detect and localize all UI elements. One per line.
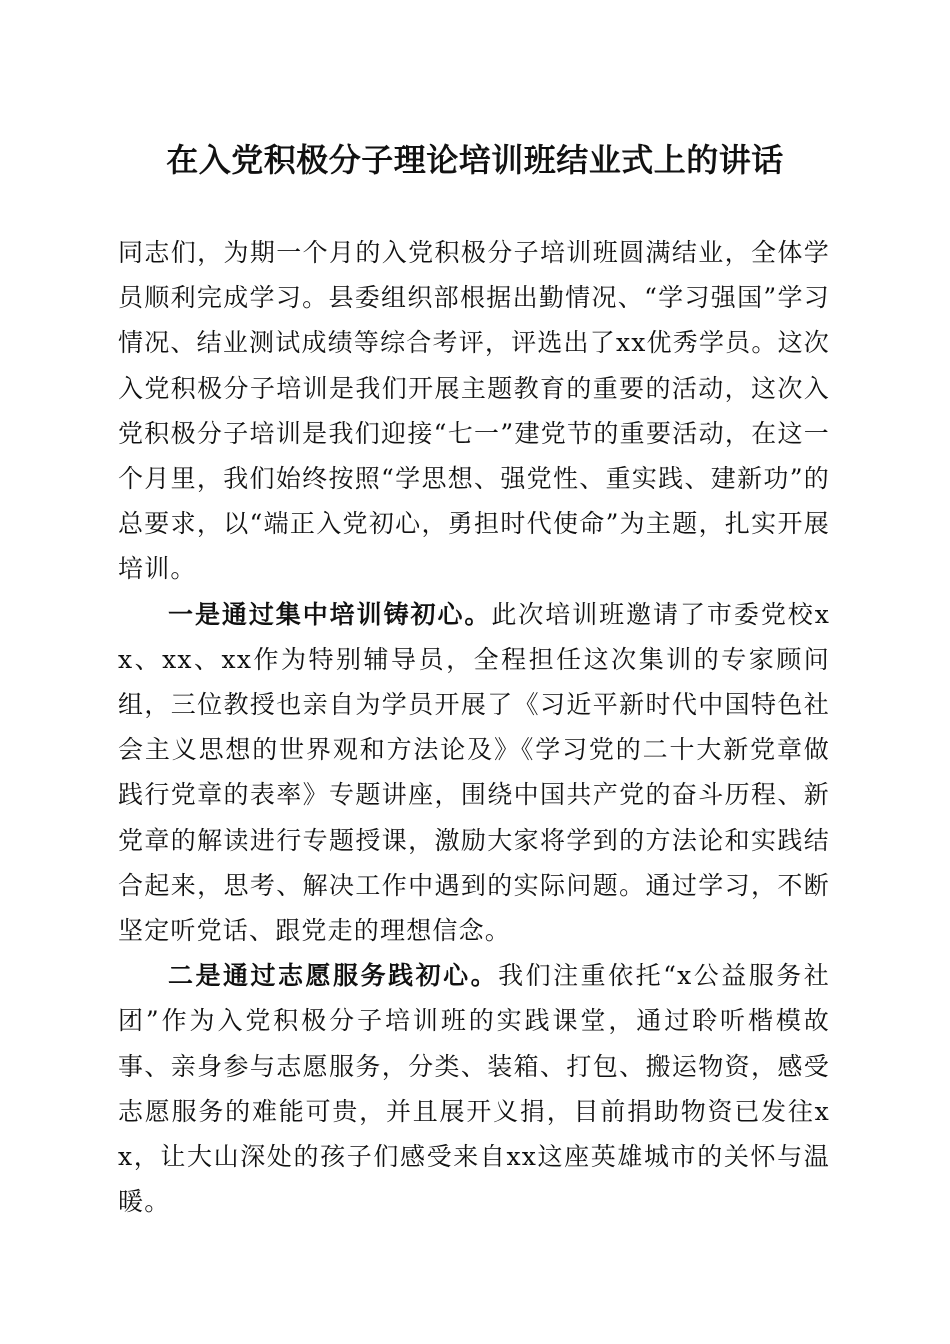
document-title: 在入党积极分子理论培训班结业式上的讲话 <box>166 141 784 179</box>
paragraph-volunteer <box>118 953 830 1224</box>
paragraph-intro <box>118 230 830 592</box>
paragraph-lead: 二是通过志愿服务践初心。 <box>168 961 499 991</box>
paragraph-training <box>118 592 830 954</box>
paragraph-lead: 一是通过集中培训铸初心。 <box>168 599 492 629</box>
paragraph-text: 同志们，为期一个月的入党积极分子培训班圆满结业，全体学员顺利完成学习。县委组织部根据出勤情况、“学习强国”学习情况、结业测试成绩等综合考评，评选出了xx优秀学员。这次入党积极分子培训是我们开展主题教育的重要的活动，这次入党积极分子培训是我们迎接“七一”建党节的重要活动，在这一个月里，我们始终按照“学思想、强党性、重实践、建新功”的总要求，以“端正入党初心，勇担时代使命”为主题，扎实开展培训。 <box>118 238 830 584</box>
paragraph-text: 我们注重依托“x公益服务社团”作为入党积极分子培训班的实践课堂，通过聆听楷模故事、亲身参与志愿服务，分类、装箱、打包、搬运物资，感受志愿服务的难能可贵，并且展开义捐，目前捐助物资已发往xx，让大山深处的孩子们感受来自xx这座英雄城市的关怀与温暖。 <box>118 961 831 1217</box>
document-body <box>118 230 830 1224</box>
paragraph-text: 此次培训班邀请了市委党校xx、xx、xx作为特别辅导员，全程担任这次集训的专家顾问组，三位教授也亲自为学员开展了《习近平新时代中国特色社会主义思想的世界观和方法论及》《学习党的二十大新党章做践行党章的表率》专题讲座，围绕中国共产党的奋斗历程、新党章的解读进行专题授课，激励大家将学到的方法论和实践结合起来，思考、解决工作中遇到的实际问题。通过学习，不断坚定听党话、跟党走的理想信念。 <box>118 599 831 946</box>
